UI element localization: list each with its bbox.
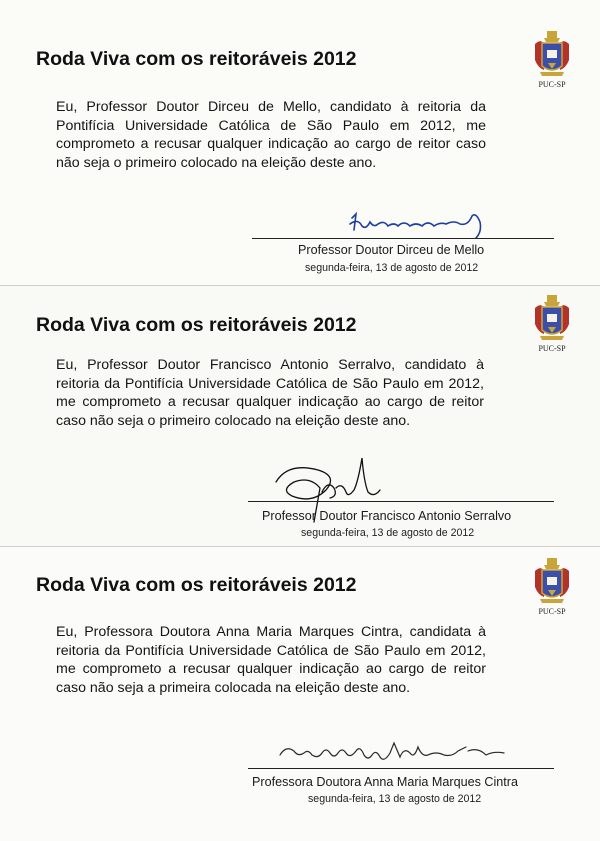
letter-francisco-antonio-serralvo bbox=[0, 286, 600, 547]
crest-label: PUC-SP bbox=[538, 80, 566, 89]
letter-title: Roda Viva com os reitoráveis 2012 bbox=[36, 48, 357, 70]
signatory-name: Professor Doutor Francisco Antonio Serralvo bbox=[262, 509, 512, 523]
puc-sp-crest-icon bbox=[532, 557, 572, 621]
signature-line bbox=[248, 501, 554, 502]
letter-body: Eu, Professora Doutora Anna Maria Marques Cintra, candidata à reitoria da Pontifícia Universidade Católica de São Paulo em 2012, me comprometo a recusar qualquer indicação ao cargo de reitor caso não seja a primeira colocada na eleição deste ano. bbox=[56, 624, 486, 696]
letter-title: Roda Viva com os reitoráveis 2012 bbox=[36, 314, 357, 336]
signature-date: segunda-feira, 13 de agosto de 2012 bbox=[308, 793, 482, 805]
letter-dirceu-de-mello bbox=[0, 0, 600, 286]
letter-body: Eu, Professor Doutor Francisco Antonio Serralvo, candidato à reitoria da Pontifícia Universidade Católica de São Paulo em 2012, me comprometo a recusar qualquer indicação ao cargo de reitor caso não seja o primeiro colocado na eleição deste ano. bbox=[56, 357, 484, 429]
signature-line bbox=[248, 768, 554, 769]
letter-title: Roda Viva com os reitoráveis 2012 bbox=[36, 574, 357, 596]
signature-line bbox=[252, 238, 554, 239]
letter-body: Eu, Professor Doutor Dirceu de Mello, candidato à reitoria da Pontifícia Universidade Católica de São Paulo em 2012, me comprometo a recusar qualquer indicação ao cargo de reitor caso não seja o primeiro colocado na eleição deste ano. bbox=[56, 99, 486, 171]
puc-sp-crest-icon bbox=[532, 30, 572, 94]
signature-date: segunda-feira, 13 de agosto de 2012 bbox=[301, 527, 475, 539]
letter-anna-maria-marques-cintra bbox=[0, 547, 600, 841]
crest-label: PUC-SP bbox=[538, 344, 566, 353]
signatory-name: Professor Doutor Dirceu de Mello bbox=[298, 243, 485, 257]
signatory-name: Professora Doutora Anna Maria Marques Cintra bbox=[252, 775, 518, 789]
crest-label: PUC-SP bbox=[538, 607, 566, 616]
puc-sp-crest-icon bbox=[532, 294, 572, 358]
signature-date: segunda-feira, 13 de agosto de 2012 bbox=[305, 262, 479, 274]
